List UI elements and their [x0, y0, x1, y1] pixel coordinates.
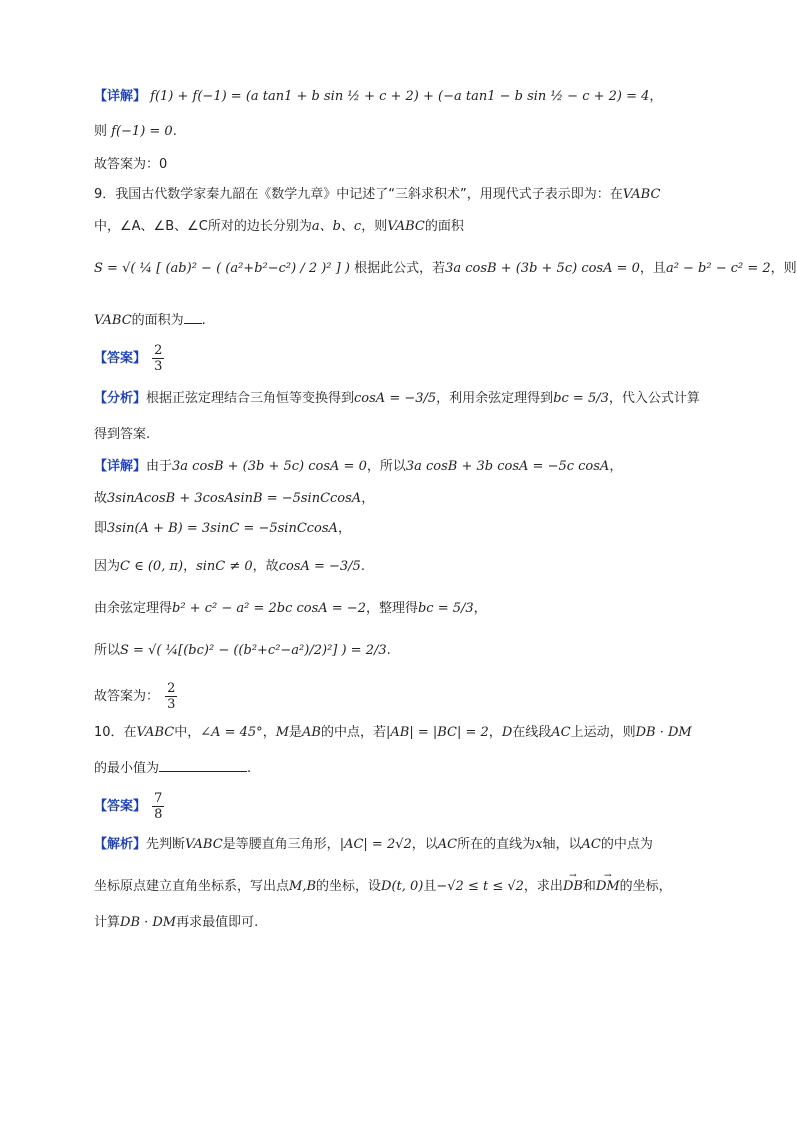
q9-detail-1: 【详解】由于3a cosB + (3b + 5c) cosA = 0，所以3a cosB + 3b cosA = −5c cosA，: [94, 459, 623, 474]
q9-detail-6: 所以S = √( ¼[(bc)² − ((b²+c²−a²)/2)²] ) = 2/3.: [94, 643, 391, 658]
q10-jiexi-2: 坐标原点建立直角坐标系，写出点M,B的坐标，设D(t, 0)且−√2 ≤ t ≤ √2，求出→ DB和→ DM的坐标，: [94, 876, 672, 898]
answer-blank: [159, 759, 247, 772]
q10-line-1: 10．在VABC中，∠A = 45°，M是AB的中点，若|AB| = |BC| = 2，D在线段AC上运动，则DB · DM: [94, 725, 692, 740]
q9-detail-2: 故3sinAcosB + 3cosAsinB = −5sinCcosA，: [94, 491, 375, 506]
q10-jiexi-3: 计算DB · DM再求最值即可.: [94, 915, 259, 930]
q9-final-fraction: $\frac{2}{3}$: [167, 681, 176, 712]
prev-then-formula: f(−1) = 0: [111, 124, 173, 139]
q9-analysis-2: 得到答案.: [94, 427, 151, 442]
q10-answer: 【答案】 $\frac{7}{8}$: [94, 791, 163, 822]
q9-line-4: VABC的面积为 .: [94, 313, 206, 328]
answer-blank: [184, 311, 202, 324]
q9-detail-3: 即3sin(A + B) = 3sinC = −5sinCcosA，: [94, 521, 351, 536]
q9-formula-S: S = √( ¼ [ (ab)² − ( (a²+b²−c²) / 2 )² ] ): [94, 261, 350, 276]
q10-jiexi-1: 【解析】先判断VABC是等腰直角三角形，|AC| = 2√2，以AC所在的直线为x轴，以AC的中点为: [94, 837, 653, 852]
prev-then-line: 则 f(−1) = 0.: [94, 124, 177, 139]
q9-line-2: 中，∠A、∠B、∠C所对的边长分别为a、b、c，则VABC的面积: [94, 219, 464, 234]
q9-analysis: 【分析】根据正弦定理结合三角恒等变换得到cosA = −3/5，利用余弦定理得到bc = 5/3，代入公式计算: [94, 391, 700, 406]
prev-detail-line: 【详解】 f(1) + f(−1) = (a tan1 + b sin ½ + c + 2) + (−a tan1 − b sin ½ − c + 2) = 4，: [94, 89, 663, 104]
prev-detail-formula: f(1) + f(−1) = (a tan1 + b sin ½ + c + 2) + (−a tan1 − b sin ½ − c + 2) = 4: [150, 89, 650, 104]
q9-line-1: 9．我国古代数学家秦九韶在《数学九章》中记述了“三斜求积术”，用现代式子表示即为：在VABC: [94, 187, 661, 202]
q9-answer-fraction: $\frac{2}{3}$: [154, 343, 163, 374]
q9-detail-5: 由余弦定理得b² + c² − a² = 2bc cosA = −2，整理得bc = 5/3，: [94, 601, 487, 616]
detail-tag: 【详解】: [94, 89, 147, 104]
q10-line-2: 的最小值为 .: [94, 761, 252, 776]
prev-final-answer: 故答案为：0: [94, 157, 168, 172]
q9-final: 故答案为： $\frac{2}{3}$: [94, 681, 176, 712]
q9-detail-4: 因为C ∈ (0, π)，sinC ≠ 0，故cosA = −3/5.: [94, 559, 365, 574]
q9-answer: 【答案】 $\frac{2}{3}$: [94, 343, 163, 374]
q10-answer-fraction: $\frac{7}{8}$: [154, 791, 163, 822]
q9-line-3: S = √( ¼ [ (ab)² − ( (a²+b²−c²) / 2 )² ] ) 根据此公式，若3a cosB + (3b + 5c) cosA = 0，且a² − b² − c² = 2，则: [94, 261, 797, 276]
